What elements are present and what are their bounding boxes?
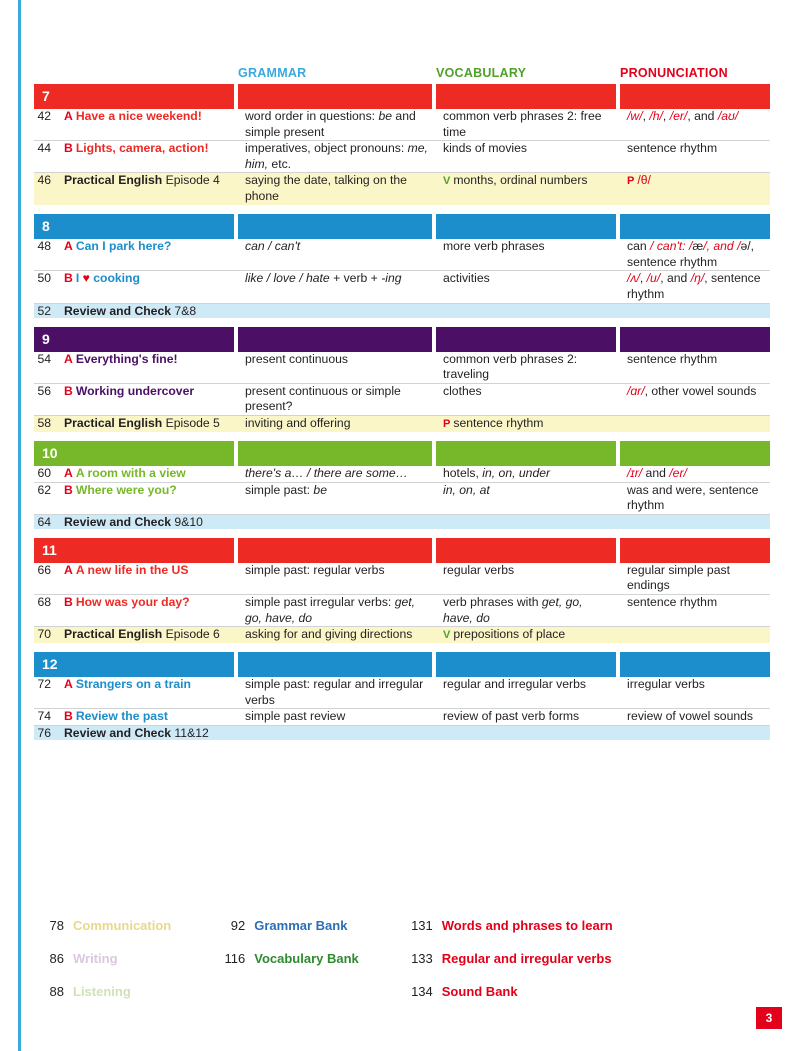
- header-vocabulary: VOCABULARY: [436, 66, 527, 80]
- vocabulary-tag: V: [443, 175, 451, 188]
- lesson-title-text: A new life in the US: [75, 562, 189, 577]
- lesson-title[interactable]: [58, 383, 238, 415]
- lesson-pronunciation: /w/, /h/, /er/, and /aʊ/: [620, 109, 770, 141]
- row-spacer: [34, 205, 770, 214]
- lesson-grammar: simple past irregular verbs: get, go, have, do: [238, 594, 436, 626]
- lesson-title-text: A room with a view: [75, 465, 186, 480]
- lesson-title-text: Can I park here?: [75, 239, 172, 254]
- lesson-page-number: 72: [34, 677, 58, 709]
- lesson-grammar: can / can't: [238, 239, 436, 271]
- lesson-row[interactable]: [34, 709, 770, 726]
- lesson-title[interactable]: [58, 466, 238, 482]
- lesson-row[interactable]: [34, 563, 770, 595]
- backmatter-page-number: 88: [49, 984, 64, 999]
- lesson-letter: B: [64, 482, 73, 497]
- lesson-title-text: Strangers on a train: [75, 677, 191, 692]
- lesson-title[interactable]: [58, 352, 238, 384]
- lesson-vocabulary: clothes: [436, 383, 620, 415]
- lesson-grammar: present continuous: [238, 352, 436, 384]
- pronunciation-tag: P: [443, 418, 451, 431]
- lesson-grammar: simple past: regular verbs: [238, 563, 436, 595]
- unit-banner-vocabulary: [436, 538, 620, 563]
- review-title[interactable]: Review and Check 11&12: [58, 725, 770, 740]
- unit-banner-vocabulary: [436, 84, 620, 109]
- lesson-pronunciation: irregular verbs: [620, 677, 770, 709]
- unit-banner-grammar: [238, 214, 436, 239]
- backmatter: [34, 918, 770, 1017]
- backmatter-row: [34, 918, 657, 951]
- row-spacer: [34, 643, 770, 652]
- lesson-row[interactable]: [34, 271, 770, 303]
- backmatter-label[interactable]: Vocabulary Bank: [254, 951, 359, 966]
- lesson-vocabulary: regular verbs: [436, 563, 620, 595]
- practical-grammar: saying the date, talking on the phone: [238, 173, 436, 205]
- unit-banner-pronunciation: [620, 84, 770, 109]
- unit-number: 8: [34, 214, 234, 239]
- practical-pronunciation: [620, 627, 770, 643]
- backmatter-label[interactable]: [254, 984, 403, 1017]
- lesson-grammar: imperatives, object pronouns: me, him, etc.: [238, 141, 436, 173]
- lesson-letter: A: [64, 677, 73, 692]
- lesson-row[interactable]: [34, 383, 770, 415]
- lesson-title[interactable]: [58, 563, 238, 595]
- unit-number-cell: [34, 652, 238, 677]
- backmatter-page-number: [215, 984, 254, 1017]
- lesson-title-text: How was your day?: [75, 594, 190, 609]
- lesson-pronunciation: sentence rhythm: [620, 352, 770, 384]
- lesson-page-number: 50: [34, 271, 58, 303]
- page-number-tab: 3: [756, 1007, 782, 1029]
- lesson-vocabulary: common verb phrases 2: traveling: [436, 352, 620, 384]
- lesson-row[interactable]: [34, 239, 770, 271]
- lesson-page-number: 44: [34, 141, 58, 173]
- unit-banner: [34, 214, 770, 239]
- backmatter-label[interactable]: Grammar Bank: [254, 918, 348, 933]
- practical-vocabulary: V months, ordinal numbers: [436, 173, 620, 205]
- unit-banner-grammar: [238, 84, 436, 109]
- practical-title[interactable]: Practical English Episode 4: [58, 173, 238, 205]
- practical-page-number: 46: [34, 173, 58, 205]
- lesson-letter: B: [64, 709, 73, 724]
- review-page-number: 76: [34, 725, 58, 740]
- lesson-title[interactable]: [58, 109, 238, 141]
- backmatter-label[interactable]: Regular and irregular verbs: [441, 951, 612, 966]
- header-pronunciation: PRONUNCIATION: [620, 66, 728, 80]
- unit-number-cell: [34, 441, 238, 466]
- toc-table: [34, 66, 770, 740]
- review-row[interactable]: [34, 725, 770, 740]
- lesson-letter: A: [64, 465, 73, 480]
- lesson-vocabulary: regular and irregular verbs: [436, 677, 620, 709]
- practical-grammar: inviting and offering: [238, 416, 436, 432]
- lesson-pronunciation: regular simple past endings: [620, 563, 770, 595]
- lesson-page-number: 62: [34, 482, 58, 514]
- lesson-letter: B: [64, 383, 73, 398]
- lesson-title[interactable]: [58, 594, 238, 626]
- lesson-title-text: Everything's fine!: [75, 351, 178, 366]
- unit-banner-vocabulary: [436, 214, 620, 239]
- lesson-grammar: simple past: regular and irregular verbs: [238, 677, 436, 709]
- backmatter-label[interactable]: Writing: [73, 951, 118, 966]
- review-row[interactable]: [34, 514, 770, 529]
- lesson-pronunciation: sentence rhythm: [620, 594, 770, 626]
- practical-title[interactable]: Practical English Episode 5: [58, 416, 238, 432]
- lesson-grammar: like / love / hate + verb + -ing: [238, 271, 436, 303]
- backmatter-label[interactable]: Communication: [73, 918, 172, 933]
- unit-banner-pronunciation: [620, 538, 770, 563]
- backmatter-page-number: 92: [230, 918, 246, 933]
- lesson-pronunciation: /ʌ/, /u/, and /ŋ/, sentence rhythm: [620, 271, 770, 303]
- lesson-pronunciation: can / can't: /æ/, and /ə/, sentence rhythm: [620, 239, 770, 271]
- backmatter-row: [34, 984, 657, 1017]
- unit-number: 9: [34, 327, 234, 352]
- lesson-title-text: Lights, camera, action!: [75, 141, 209, 156]
- header-grammar: GRAMMAR: [238, 66, 307, 80]
- backmatter-page-number: 78: [49, 918, 64, 933]
- lesson-grammar: simple past review: [238, 709, 436, 726]
- lesson-vocabulary: common verb phrases 2: free time: [436, 109, 620, 141]
- unit-banner: [34, 327, 770, 352]
- backmatter-label[interactable]: Words and phrases to learn: [441, 918, 613, 933]
- lesson-title[interactable]: [58, 141, 238, 173]
- lesson-grammar: simple past: be: [238, 482, 436, 514]
- lesson-row[interactable]: [34, 109, 770, 141]
- unit-banner-vocabulary: [436, 652, 620, 677]
- practical-grammar: asking for and giving directions: [238, 627, 436, 643]
- lesson-page-number: 56: [34, 383, 58, 415]
- lesson-vocabulary: more verb phrases: [436, 239, 620, 271]
- lesson-title[interactable]: [58, 239, 238, 271]
- unit-banner: [34, 652, 770, 677]
- toc-header-row: [34, 66, 770, 80]
- lesson-page-number: 68: [34, 594, 58, 626]
- lesson-grammar: word order in questions: be and simple present: [238, 109, 436, 141]
- lesson-title[interactable]: [58, 677, 238, 709]
- lesson-letter: B: [64, 141, 73, 156]
- unit-banner-pronunciation: [620, 214, 770, 239]
- lesson-pronunciation: /ɑr/, other vowel sounds: [620, 383, 770, 415]
- lesson-row[interactable]: [34, 352, 770, 384]
- practical-english-row[interactable]: [34, 627, 770, 643]
- lesson-letter: B: [64, 271, 73, 286]
- lesson-page-number: 74: [34, 709, 58, 726]
- unit-banner-grammar: [238, 652, 436, 677]
- practical-pronunciation: P sentence rhythm: [436, 416, 770, 432]
- lesson-title[interactable]: [58, 482, 238, 514]
- unit-number-cell: [34, 84, 238, 109]
- lesson-page-number: 66: [34, 563, 58, 595]
- toc-body: [34, 66, 770, 740]
- lesson-vocabulary: kinds of movies: [436, 141, 620, 173]
- unit-banner: [34, 84, 770, 109]
- lesson-vocabulary: activities: [436, 271, 620, 303]
- lesson-row[interactable]: [34, 482, 770, 514]
- review-title[interactable]: Review and Check 9&10: [58, 514, 770, 529]
- lesson-page-number: 42: [34, 109, 58, 141]
- row-spacer: [34, 318, 770, 327]
- backmatter-row: [34, 951, 657, 984]
- backmatter-page-number: 116: [224, 951, 246, 966]
- unit-number: 11: [34, 538, 234, 563]
- lesson-pronunciation: sentence rhythm: [620, 141, 770, 173]
- unit-banner-vocabulary: [436, 441, 620, 466]
- unit-banner-pronunciation: [620, 652, 770, 677]
- backmatter-page-number: 133: [411, 951, 433, 966]
- practical-english-row[interactable]: [34, 416, 770, 432]
- unit-banner-pronunciation: [620, 441, 770, 466]
- unit-number: 7: [34, 84, 234, 109]
- lesson-page-number: 48: [34, 239, 58, 271]
- unit-number-cell: [34, 538, 238, 563]
- lesson-pronunciation: review of vowel sounds: [620, 709, 770, 726]
- toc-content: [34, 66, 770, 740]
- vocabulary-tag: V: [443, 629, 451, 642]
- left-accent-rule: [18, 0, 21, 1051]
- lesson-page-number: 54: [34, 352, 58, 384]
- unit-number-cell: [34, 214, 238, 239]
- unit-banner: [34, 441, 770, 466]
- lesson-row[interactable]: [34, 141, 770, 173]
- backmatter-label[interactable]: Sound Bank: [441, 984, 518, 999]
- practical-pronunciation: P /θ/: [620, 173, 770, 205]
- practical-page-number: 70: [34, 627, 58, 643]
- lesson-title-text: Review the past: [75, 709, 168, 724]
- review-page-number: 64: [34, 514, 58, 529]
- practical-english-row[interactable]: [34, 173, 770, 205]
- lesson-vocabulary: review of past verb forms: [436, 709, 620, 726]
- lesson-row[interactable]: [34, 594, 770, 626]
- unit-banner-vocabulary: [436, 327, 620, 352]
- lesson-letter: A: [64, 562, 73, 577]
- practical-title[interactable]: Practical English Episode 6: [58, 627, 238, 643]
- lesson-row[interactable]: [34, 466, 770, 482]
- review-page-number: 52: [34, 303, 58, 318]
- unit-banner-grammar: [238, 441, 436, 466]
- lesson-grammar: there's a… / there are some…: [238, 466, 436, 482]
- backmatter-page-number: 131: [411, 918, 433, 933]
- lesson-letter: A: [64, 351, 73, 366]
- row-spacer: [34, 529, 770, 538]
- lesson-title[interactable]: [58, 271, 238, 303]
- unit-number-cell: [34, 327, 238, 352]
- lesson-vocabulary: verb phrases with get, go, have, do: [436, 594, 620, 626]
- lesson-title-text: Working undercover: [75, 383, 195, 398]
- lesson-row[interactable]: [34, 677, 770, 709]
- lesson-title-text: I ♥ cooking: [75, 271, 140, 286]
- lesson-title[interactable]: [58, 709, 238, 726]
- unit-banner-grammar: [238, 327, 436, 352]
- backmatter-body: [34, 918, 657, 1017]
- unit-banner-grammar: [238, 538, 436, 563]
- lesson-vocabulary: in, on, at: [436, 482, 620, 514]
- review-title[interactable]: Review and Check 7&8: [58, 303, 770, 318]
- lesson-grammar: present continuous or simple present?: [238, 383, 436, 415]
- lesson-letter: B: [64, 594, 73, 609]
- lesson-letter: A: [64, 239, 73, 254]
- backmatter-page-number: 86: [49, 951, 64, 966]
- backmatter-table: [34, 918, 657, 1017]
- unit-banner-pronunciation: [620, 327, 770, 352]
- lesson-letter: A: [64, 109, 73, 123]
- backmatter-page-number: 134: [411, 984, 433, 999]
- row-spacer: [34, 432, 770, 441]
- lesson-title-text: Where were you?: [75, 482, 177, 497]
- unit-banner: [34, 538, 770, 563]
- practical-page-number: 58: [34, 416, 58, 432]
- lesson-pronunciation: was and were, sentence rhythm: [620, 482, 770, 514]
- lesson-title-text: Have a nice weekend!: [75, 109, 202, 123]
- backmatter-label[interactable]: Listening: [73, 984, 131, 999]
- unit-number: 12: [34, 652, 234, 677]
- lesson-page-number: 60: [34, 466, 58, 482]
- lesson-pronunciation: /ɪr/ and /er/: [620, 466, 770, 482]
- pronunciation-tag: P: [627, 175, 635, 188]
- unit-number: 10: [34, 441, 234, 466]
- review-row[interactable]: [34, 303, 770, 318]
- practical-vocabulary: V prepositions of place: [436, 627, 620, 643]
- lesson-vocabulary: hotels, in, on, under: [436, 466, 620, 482]
